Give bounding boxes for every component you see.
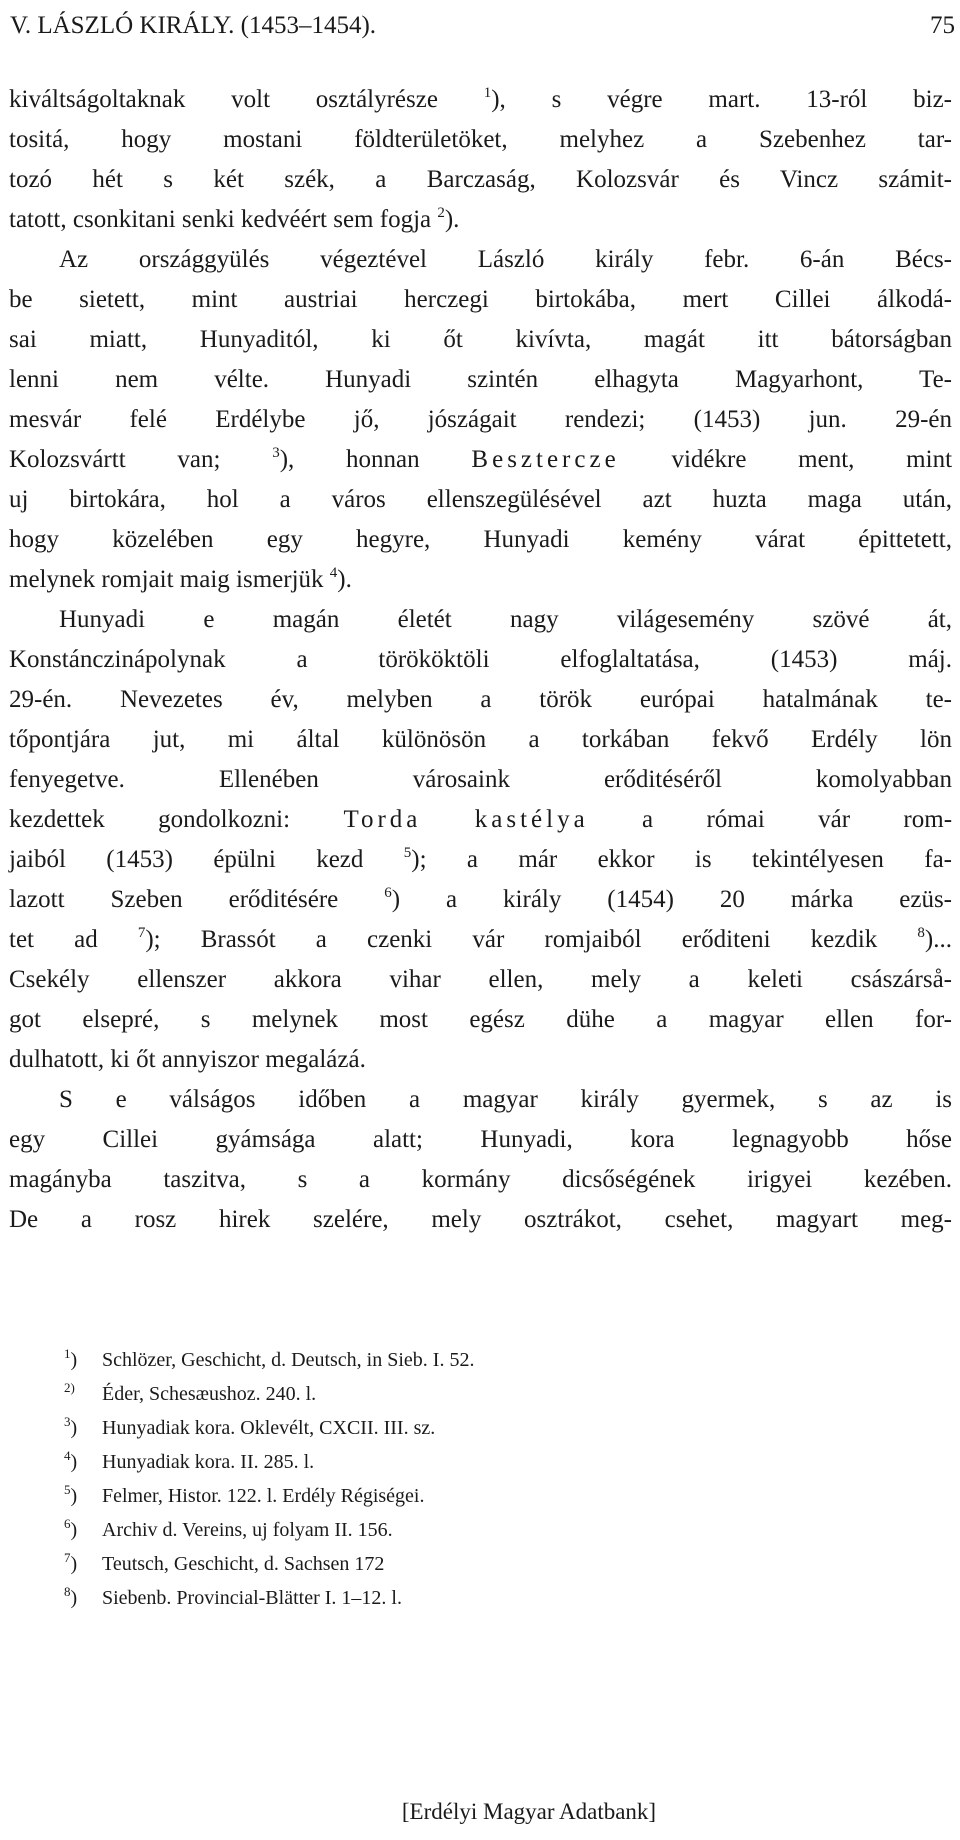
text-line: egy Cillei gyámsága alatt; Hunyadi, kora legnagyobb hőse <box>9 1126 952 1153</box>
text-line: lenni nem vélte. Hunyadi szintén elhagyta Magyarhont, Te- <box>9 366 952 393</box>
footnote-ref[interactable]: 6 <box>384 885 392 901</box>
footnote-text: Hunyadiak kora. II. 285. l. <box>102 1451 315 1473</box>
text-line: mesvár felé Erdélybe jő, jószágait rendezi; (1453) jun. 29-én <box>9 406 952 433</box>
footnote-mark: 4 <box>64 1448 71 1463</box>
footnote-mark: 1 <box>64 1346 71 1361</box>
text-line: Konstánczinápolynak a törököktöli elfoglaltatása, (1453) máj. <box>9 646 952 673</box>
footnote-text: Hunyadiak kora. Oklevélt, CXCII. III. sz. <box>102 1417 436 1439</box>
text-line: dulhatott, ki őt annyiszor megalázá. <box>9 1046 366 1073</box>
running-title: V. LÁSZLÓ KIRÁLY. (1453–1454). <box>10 12 377 39</box>
text-line: hogy közelében egy hegyre, Hunyadi kemény várat épittetett, <box>9 526 952 553</box>
footnote-mark: 6 <box>64 1516 71 1531</box>
text-line: tozó hét s két szék, a Barczaság, Kolozsvár és Vincz számit- <box>9 166 952 193</box>
text-line: jaiból (1453) épülni kezd $^5$); a már ekkor is tekintélyesen fa- <box>9 845 952 873</box>
spaced-place-name: kastélya <box>474 806 589 833</box>
footnote-mark: 2) <box>64 1380 75 1395</box>
footnote-ref[interactable]: 2 <box>437 205 445 221</box>
footnote-item <box>64 1377 904 1411</box>
page-number: 75 <box>930 12 955 39</box>
text-line: S e válságos időben a magyar király gyermek, s az is <box>59 1086 952 1113</box>
footnote-text: Siebenb. Provincial-Blätter I. 1–12. l. <box>102 1587 402 1609</box>
text-line: got elsepré, s melynek most egész dühe a magyar ellen for- <box>9 1006 952 1033</box>
text-line: be sietett, mint austriai herczegi birtokába, mert Cillei álkodá- <box>9 286 952 313</box>
footnote-mark: 8 <box>64 1584 71 1599</box>
footnote-ref[interactable]: 4 <box>329 565 338 581</box>
footnote-text: Archiv d. Vereins, uj folyam II. 156. <box>102 1519 393 1541</box>
spaced-place-name: Besztercze <box>471 446 620 473</box>
text-line: uj birtokára, hol a város ellenszegülésével azt huzta maga után, <box>9 486 952 513</box>
footnote-ref[interactable]: 7 <box>137 925 146 941</box>
footnote-item: $^8$) Siebenb. Provincial-Blätter I. 1–12. l. <box>64 1584 402 1609</box>
footnote-item: $^1$) Schlözer, Geschicht, d. Deutsch, in Sieb. I. 52. <box>64 1346 475 1371</box>
text-line: Az országgyülés végeztével László király febr. 6-án Bécs- <box>59 246 952 273</box>
text-line: tőpontjára jut, mi által különösön a torkában fekvő Erdély lön <box>9 726 952 753</box>
text-line: tatott, csonkitani senki kedvéért sem fogja $^2$). <box>9 205 460 233</box>
text-line: fenyegetve. Ellenében városaink erőditéséről komolyabban <box>9 766 952 793</box>
footnote-text: Teutsch, Geschicht, d. Sachsen 172 <box>102 1553 385 1575</box>
footnote-ref[interactable]: 5 <box>403 845 412 861</box>
footnote-ref[interactable]: 8 <box>917 925 925 941</box>
text-line: tet ad $^7$); Brassót a czenki vár romjaiból erőditeni kezdik $^8$)... <box>9 925 952 953</box>
footnote-item: $^6$) Archiv d. Vereins, uj folyam II. 156. <box>64 1516 393 1541</box>
text-line: magányba taszitva, s a kormány dicsőségének irigyei kezében. <box>9 1166 952 1193</box>
source-footer: [Erdélyi Magyar Adatbank] <box>401 1799 657 1824</box>
footnote-text: Schlözer, Geschicht, d. Deutsch, in Sieb. I. 52. <box>102 1349 475 1371</box>
footnote-ref[interactable]: 1 <box>483 85 492 101</box>
footnotes <box>64 1343 904 1615</box>
footnote-text: Felmer, Histor. 122. l. Erdély Régiségei. <box>102 1485 425 1507</box>
footnote-mark: 5 <box>64 1482 71 1497</box>
text-line: tositá, hogy mostani földterületöket, melyhez a Szebenhez tar- <box>9 126 952 153</box>
text-line: Kolozsvártt van; $^3$), honnan Besztercze vidékre ment, mint <box>9 445 953 473</box>
footnote-mark: 3 <box>64 1414 71 1429</box>
running-header <box>10 6 955 46</box>
text-line: 29-én. Nevezetes év, melyben a török európai hatalmának te- <box>9 686 952 713</box>
text-line: kiváltságoltaknak volt osztályrésze $^1$), s végre mart. 13-ról biz- <box>9 85 952 113</box>
body-text <box>9 80 952 1240</box>
footnote-text: Éder, Schesæushoz. 240. l. <box>102 1383 317 1405</box>
text-line: Csekély ellenszer akkora vihar ellen, mely a keleti császárså- <box>9 966 952 993</box>
footnote-ref[interactable]: 3 <box>272 445 280 461</box>
text-line: lazott Szeben erőditésére $^6$) a király (1454) 20 márka ezüs- <box>9 885 952 913</box>
text-line: De a rosz hirek szelére, mely osztrákot, csehet, magyart meg- <box>9 1206 952 1233</box>
footnote-item: $^4$) Hunyadiak kora. II. 285. l. <box>64 1448 315 1473</box>
text-line: melynek romjait maig ismerjük $^4$). <box>9 565 352 593</box>
text-line: sai miatt, Hunyaditól, ki őt kivívta, magát itt bátorságban <box>9 326 952 353</box>
text-line: kezdettek gondolkozni: Torda kastélya a római vár rom- <box>9 806 953 833</box>
footnote-item: $^7$) Teutsch, Geschicht, d. Sachsen 172 <box>64 1550 385 1575</box>
spaced-place-name: Torda <box>343 806 422 833</box>
footnote-item: $^3$) Hunyadiak kora. Oklevélt, CXCII. III. sz. <box>64 1414 436 1439</box>
text-line: Hunyadi e magán életét nagy világesemény szövé át, <box>59 606 952 633</box>
footnote-mark: 7 <box>64 1550 71 1565</box>
footnote-item: $^5$) Felmer, Histor. 122. l. Erdély Régiségei. <box>64 1482 425 1507</box>
